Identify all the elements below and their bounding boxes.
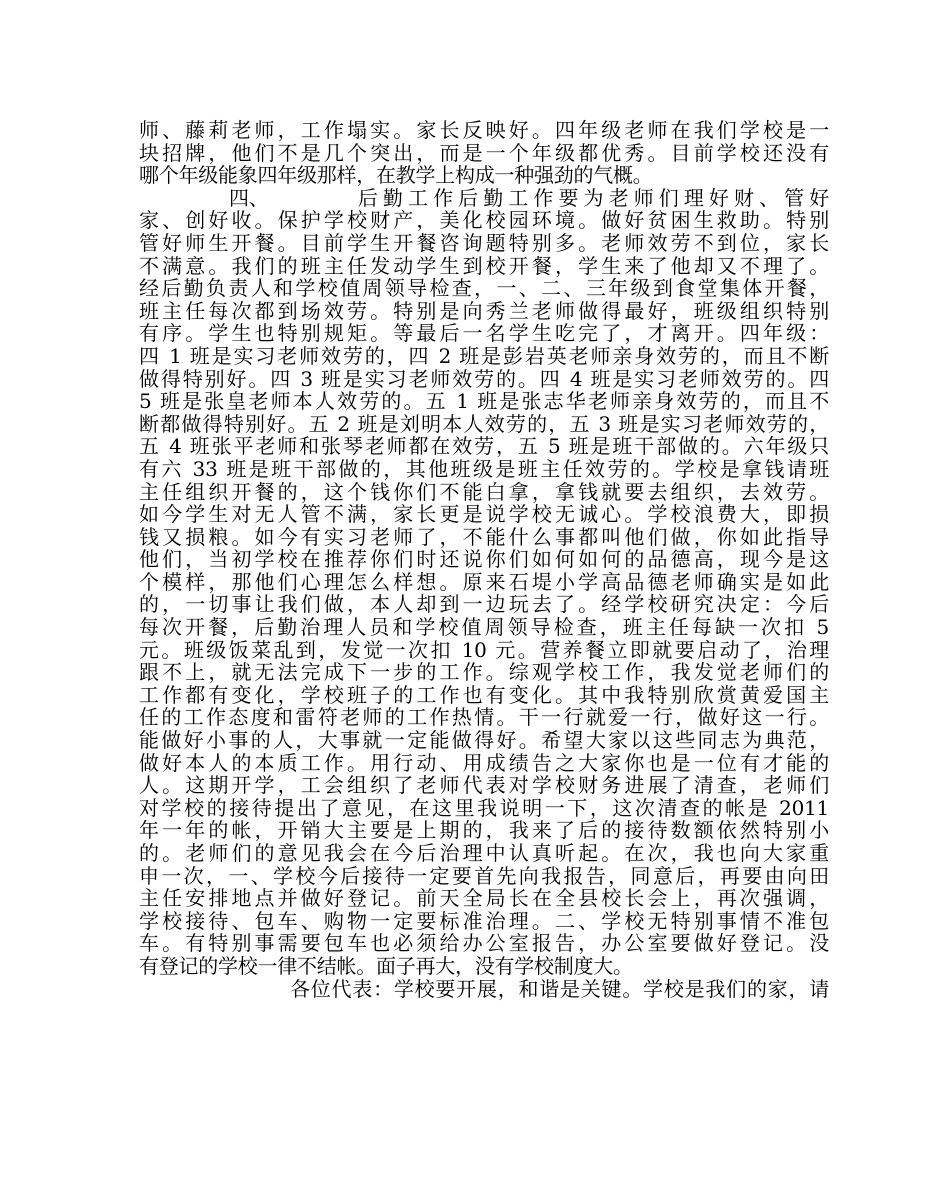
section-heading-line <box>139 187 829 210</box>
text-line: 哪个年级能象四年级那样，在教学上构成一种强劲的气概。 <box>139 163 653 188</box>
document-body <box>139 119 829 1000</box>
text-line: 5 班是张皇老师本人效劳的。五 1 班是张志华老师亲身效劳的，而且不 <box>139 389 829 414</box>
text-line: 四 1 班是实习老师效劳的，四 2 班是彭岩英老师亲身效劳的，而且不断 <box>139 343 829 368</box>
text-line: 的，一切事让我们做，本人却到一边玩去了。经学校研究决定：今后 <box>139 592 829 617</box>
text-line: 有六 33 班是班干部做的，其他班级是班主任效劳的。学校是拿钱请班 <box>139 456 829 481</box>
text-line: 个模样，那他们心理怎么样想。原来石堤小学高品德老师确实是如此 <box>139 569 829 594</box>
text-line: 年一年的帐，开销大主要是上期的，我来了后的接待数额依然特别小 <box>139 818 829 843</box>
text-line: 块招牌，他们不是几个突出，而是一个年级都优秀。目前学校还没有 <box>139 140 829 165</box>
text-line: 主任安排地点并做好登记。前天全局长在全县校长会上，再次强调， <box>139 886 829 911</box>
text-line: 跟不上，就无法完成下一步的工作。综观学校工作，我发觉老师们的 <box>139 660 829 685</box>
text-line: 家、创好收。保护学校财产，美化校园环境。做好贫困生救助。特别 <box>139 208 829 233</box>
text-line: 师、藤莉老师，工作塌实。家长反映好。四年级老师在我们学校是一 <box>139 118 829 142</box>
text-line: 他们，当初学校在推荐你们时还说你们如何如何的品德高，现今是这 <box>139 547 829 572</box>
text-line: 学校接待、包车、购物一定要标准治理。二、学校无特别事情不准包 <box>139 908 829 933</box>
text-line: 做好本人的本质工作。用行动、用成绩告之大家你也是一位有才能的 <box>139 750 829 775</box>
text-line: 每次开餐，后勤治理人员和学校值周领导检查，班主任每缺一次扣 5 <box>139 615 829 640</box>
text-line: 的。老师们的意见我会在今后治理中认真听起。在次，我也向大家重 <box>139 841 829 865</box>
text-line: 主任组织开餐的，这个钱你们不能白拿，拿钱就要去组织，去效劳。 <box>139 479 829 504</box>
text-line: 管好师生开餐。目前学生开餐咨询题特别多。老师效劳不到位，家长 <box>139 230 829 255</box>
text-line: 车。有特别事需要包车也必须给办公室报告，办公室要做好登记。没 <box>139 931 829 956</box>
text-line: 人。这期开学，工会组织了老师代表对学校财务进展了清查，老师们 <box>139 773 829 798</box>
text-line: 钱又损粮。如今有实习老师了，不能什么事都叫他们做，你如此指导 <box>139 524 829 549</box>
text-line: 元。班级饭菜乱到，发觉一次扣 10 元。营养餐立即就要启动了，治理 <box>139 637 829 662</box>
paragraph-text: 各位代表：学校要开展，和谐是关键。学校是我们的家，请 <box>289 976 829 1001</box>
text-line: 经后勤负责人和学校值周领导检查，一、二、三年级到食堂集体开餐， <box>139 276 829 301</box>
text-line: 能做好小事的人，大事就一定能做得好。希望大家以这些同志为典范， <box>139 728 829 753</box>
text-line: 班主任每次都到场效劳。特别是向秀兰老师做得最好，班级组织特别 <box>139 298 829 323</box>
text-line: 五 4 班张平老师和张琴老师都在效劳，五 5 班是班干部做的。六年级只 <box>139 434 829 459</box>
text-line: 有序。学生也特别规矩。等最后一名学生吃完了，才离开。四年级： <box>139 321 829 346</box>
text-line: 任的工作态度和雷符老师的工作热情。干一行就爱一行，做好这一行。 <box>139 705 829 730</box>
paragraph-first-line <box>139 978 829 1001</box>
text-line: 申一次，一、学校今后接待一定要首先向我报告，同意后，再要由向田 <box>139 863 829 888</box>
text-line: 对学校的接待提出了意见，在这里我说明一下，这次清查的帐是 2011 <box>139 795 829 820</box>
text-line: 工作都有变化，学校班子的工作也有变化。其中我特别欣赏黄爱国主 <box>139 682 829 707</box>
section-heading-text: 后勤工作后勤工作要为老师们理好财、管好 <box>352 185 829 210</box>
text-line: 做得特别好。四 3 班是实习老师效劳的。四 4 班是实习老师效劳的。四 <box>139 366 829 391</box>
text-line: 断都做得特别好。五 2 班是刘明本人效劳的，五 3 班是实习老师效劳的， <box>139 411 829 436</box>
section-number: 四、 <box>229 185 269 210</box>
text-line: 如今学生对无人管不满，家长更是说学校无诚心。学校浪费大，即损 <box>139 502 829 527</box>
text-line: 有登记的学校一律不结帐。面子再大，没有学校制度大。 <box>139 953 633 978</box>
text-line: 不满意。我们的班主任发动学生到校开餐，学生来了他却又不理了。 <box>139 253 829 278</box>
